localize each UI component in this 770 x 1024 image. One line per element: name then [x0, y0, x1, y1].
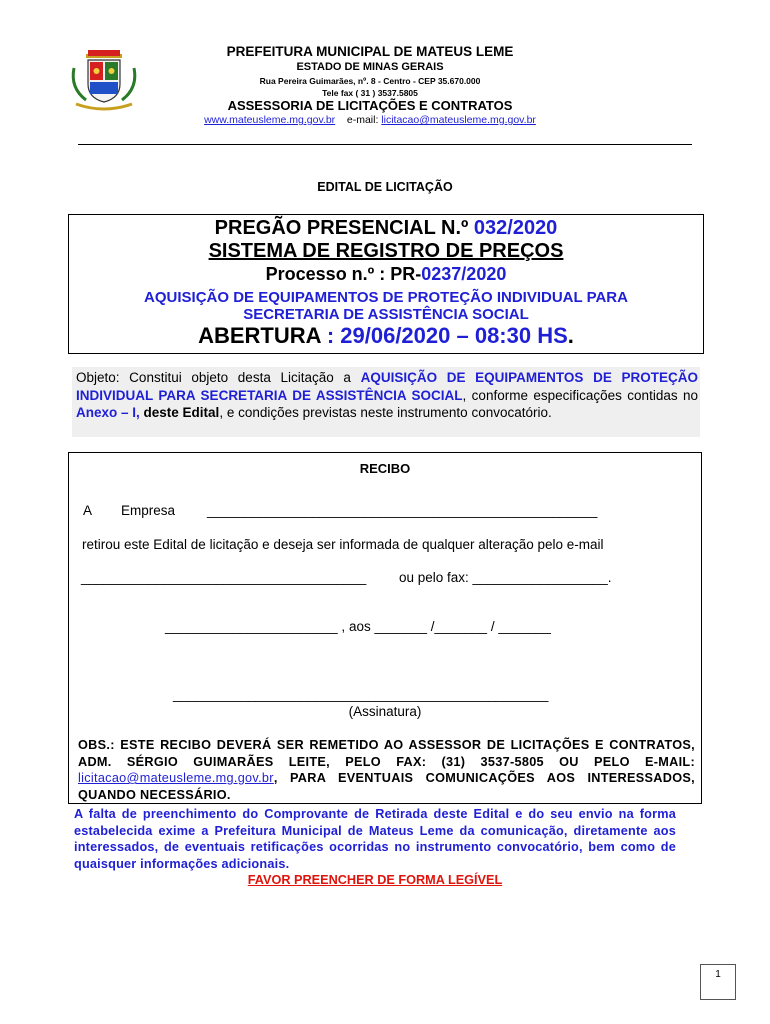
obs-email-link[interactable]: licitacao@mateusleme.mg.gov.br	[78, 771, 274, 785]
objeto-text-3: deste Edital	[139, 405, 220, 420]
opening-label: ABERTURA	[198, 323, 321, 348]
coat-of-arms-logo	[68, 48, 140, 114]
objeto-paragraph	[72, 367, 700, 437]
website-link[interactable]: www.mateusleme.mg.gov.br	[204, 114, 336, 126]
opening-line	[69, 323, 703, 349]
objeto-text: Objeto: Constitui objeto desta Licitação a	[76, 370, 361, 385]
pregao-label: PREGÃO PRESENCIAL N.º	[214, 217, 469, 239]
obs-text-2: , PARA EVENTUAIS COMUNICAÇÕES AOS INTERESSADOS, QUANDO NECESSÁRIO.	[78, 771, 695, 802]
page-number: 1	[700, 964, 736, 1000]
pregao-line	[69, 217, 703, 240]
date-field[interactable]: _______________________ , aos _______ /_______ / _______	[165, 619, 551, 634]
notice-box	[68, 214, 704, 354]
department-title: ASSESSORIA DE LICITAÇÕES E CONTRATOS	[227, 98, 513, 113]
state-name: ESTADO DE MINAS GERAIS	[296, 61, 444, 73]
obs-note	[78, 737, 695, 803]
municipality-title: PREFEITURA MUNICIPAL DE MATEUS LEME	[226, 44, 514, 59]
receipt-title: RECIBO	[359, 461, 411, 476]
address: Rua Pereira Guimarães, nº. 8 - Centro - CEP 35.670.000	[259, 76, 481, 86]
system-line: SISTEMA DE REGISTRO DE PREÇOS	[208, 240, 564, 262]
warning-paragraph: A falta de preenchimento do Comprovante de Retirada deste Edital e do seu envio na forma estabelecida exime a Prefeitura Municipal de Mateus Leme da comunicação, diretamente aos interessados, de eventuais retificações ocorridas no instrumento convocatório, bem como de quaisquer informações adicionais.	[74, 807, 676, 871]
objeto-text-4: , e condições previstas neste instrumento convocatório.	[219, 405, 552, 420]
header-divider	[78, 144, 692, 145]
process-line	[69, 264, 703, 285]
signature-label: (Assinatura)	[348, 704, 422, 719]
objeto-text-2: , conforme especificações contidas no	[462, 387, 699, 403]
email-field[interactable]: ______________________________________	[81, 570, 367, 585]
email-label: e-mail:	[346, 114, 379, 126]
fill-legibly-note: FAVOR PREENCHER DE FORMA LEGÍVEL	[247, 873, 503, 887]
receipt-a: A	[83, 503, 93, 518]
company-label: Empresa	[121, 503, 176, 518]
subject-line-1: AQUISIÇÃO DE EQUIPAMENTOS DE PROTEÇÃO INDIVIDUAL PARA	[144, 289, 628, 306]
contact-line	[170, 114, 570, 126]
notice-title: EDITAL DE LICITAÇÃO	[317, 180, 453, 194]
subject-line-2: SECRETARIA DE ASSISTÊNCIA SOCIAL	[243, 306, 529, 323]
email-link[interactable]: licitacao@mateusleme.mg.gov.br	[381, 114, 536, 126]
signature-line[interactable]: __________________________________________________	[173, 687, 549, 702]
process-label: Processo n.º : PR-	[265, 264, 422, 284]
pregao-number: 032/2020	[473, 217, 558, 239]
objeto-highlight: AQUISIÇÃO DE EQUIPAMENTOS DE PROTEÇÃO INDIVIDUAL PARA SECRETARIA DE ASSISTÊNCIA SOCIAL	[76, 370, 698, 403]
withdrew-text: retirou este Edital de licitação e deseja ser informada de qualquer alteração pelo e-mail	[82, 537, 604, 552]
annex-reference: Anexo – I,	[76, 405, 140, 420]
phone: Tele fax ( 31 ) 3537.5805	[322, 88, 418, 98]
obs-text: OBS.: ESTE RECIBO DEVERÁ SER REMETIDO AO ASSESSOR DE LICITAÇÕES E CONTRATOS, ADM. SÉRGIO GUIMARÃES LEITE, PELO FAX: (31) 3537-5805 OU PELO E-MAIL:	[78, 738, 695, 769]
fax-field[interactable]: ou pelo fax: __________________.	[399, 570, 612, 585]
opening-value: : 29/06/2020 – 08:30 HS	[326, 323, 568, 348]
process-number: 0237/2020	[421, 264, 507, 284]
opening-end: .	[567, 323, 574, 348]
company-field[interactable]: ____________________________________________________	[207, 503, 598, 518]
